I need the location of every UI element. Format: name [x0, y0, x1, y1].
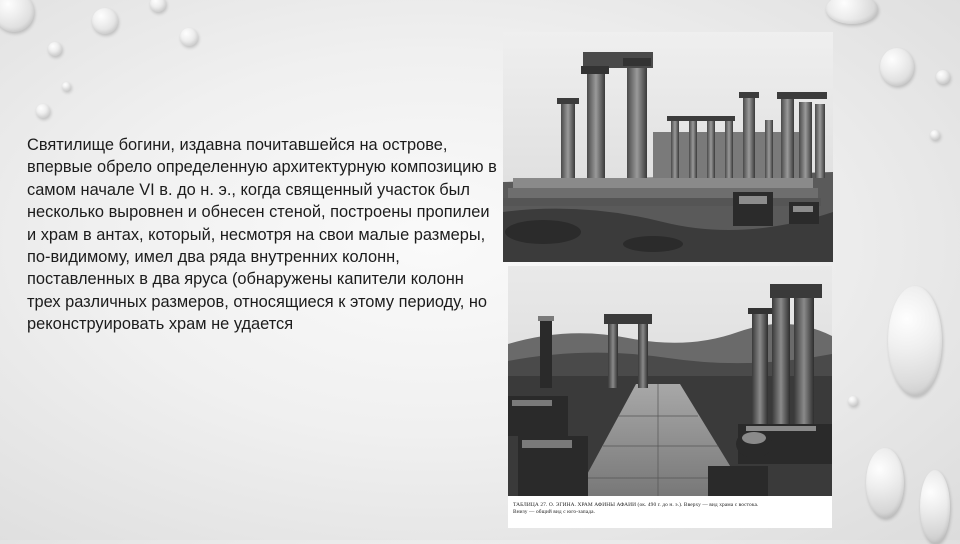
temple-photo-east-view [503, 32, 833, 262]
water-drop-decoration [866, 448, 904, 518]
water-drop-decoration [150, 0, 166, 12]
water-drop-decoration [936, 70, 950, 84]
water-drop-decoration [48, 42, 62, 56]
slide-body-text: Святилище богини, издавна почитавшейся на острове, впервые обрело определенную архитектурную композицию в самом начале VI в. до н. э., когда священный участок был несколько выровнен и обнесен стеной, построены пропилеи и храм в антах, который, несмотря на свои малые размеры, по-видимому, имел два ряда внутренних колонн, поставленных в два яруса (обнаружены капители колонн трех различных размеров, относящиеся к этому периоду, но реконструировать храм не удается [27, 136, 497, 334]
photo-caption: ТАБЛИЦА 27. О. ЭГИНА. ХРАМ АФИНЫ АФАИИ (ок. 490 г. до н. э.). Вверху — вид храма с востока. Внизу — общий вид с юго-запада. [513, 502, 759, 516]
water-drop-decoration [0, 0, 34, 32]
water-drop-decoration [92, 8, 118, 34]
temple-photo-southwest-view [508, 266, 832, 528]
water-drop-decoration [826, 0, 878, 24]
water-drop-decoration [880, 48, 914, 86]
water-drop-decoration [888, 286, 942, 396]
water-drop-decoration [62, 82, 71, 91]
water-drop-decoration [930, 130, 940, 140]
water-drop-decoration [848, 396, 858, 406]
water-drop-decoration [36, 104, 50, 118]
water-drop-decoration [920, 470, 950, 544]
water-drop-decoration [180, 28, 198, 46]
